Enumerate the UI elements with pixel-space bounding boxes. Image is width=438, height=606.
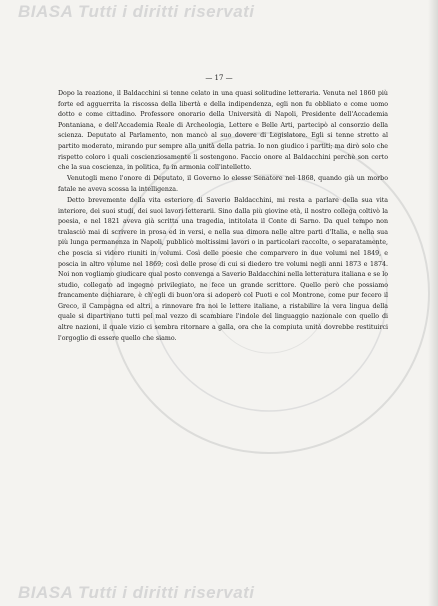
paragraph: Dopo la reazione, il Baldacchini si tenne celato in una quasi solitudine letteraria. Venuta nel 1860 più forte ed agguerrita la riscossa della libertà e della indipendenza, egli non fu obbliato e come uomo dotto e come cittadino. Professore onorario della Università di Napoli, Presidente dell'Accademia Pontaniana, e dell'Accademia Reale di Archeologia, Lettere e Belle Arti, partecipò al consorzio della scienza. Deputato al Parlamento, non mancò al suo dovere di Legislatore. Egli si tenne stretto al partito moderato, mirando pur sempre alla unità della patria. Io non giudico i partiti; ma dirò solo che rispetto coloro i quali coscienziosamente li sostengono. Faccio onore al Baldacchini perchè son certo che la sua coscienza, in politica, fu in armonia coll'intelletto.: [58, 90, 388, 172]
watermark-top: BIASA Tutti i diritti riservati: [18, 2, 255, 21]
page-number: — 17 —: [205, 74, 233, 82]
body-text: [58, 89, 388, 344]
page-edge-shadow: [428, 0, 438, 606]
paragraph: Venutogli meno l'onore di Deputato, il Governo lo elesse Senatore nel 1868, quando già un morbo fatale ne aveva scossa la intelligenza.: [58, 175, 388, 193]
paragraph: Detto brevemente della vita esteriore di Saverio Baldacchini, mi resta a parlare della sua vita interiore, dei suoi studi, dei suoi lavori letterarii. Sino dalla più giovine età, il nostro collega coltivò la poesia, e nel 1821 aveva già scritta una tragedia, intitolata il Conte di Sarno. Da quel tempo non tralasciò mai di scrivere in prosa ed in versi, e nella sua dimora nelle altre parti d'Italia, e nella sua più lunga permanenza in Napoli, pubblicò moltissimi lavori o in particolari raccolte, o separatamente, che poscia si videro riuniti in volumi. Così delle poesie che comparvero in due volumi nel 1849, e poscia in altro volume nel 1869; così delle prose di cui si diedero tre volumi negli anni 1873 e 1874. Noi non vogliamo giudicare qual posto convenga a Saverio Baldacchini nella letteratura italiana e se lo studio, collegato ad ingegno privilegiato, ne fece un grande scrittore. Quello però che possiamo francamente dichiarare, è ch'egli di buon'ora si adoperò col Puoti e col Montrone, come pur fecero il Greco, il Campagna ed altri, a rinnovare fra noi le lettere italiane, a ristabilire la vera lingua della quale si dipartivano tutti pel mal vezzo di scambiare l'indole del linguaggio nazionale con quello di altre nazioni, il quale vizio ci sembra ritornare a galla, ora che la compiuta unità dovrebbe restituirci l'orgoglio di essere quello che siamo.: [58, 196, 388, 342]
watermark-bottom: BIASA Tutti i diritti riservati: [18, 583, 255, 602]
